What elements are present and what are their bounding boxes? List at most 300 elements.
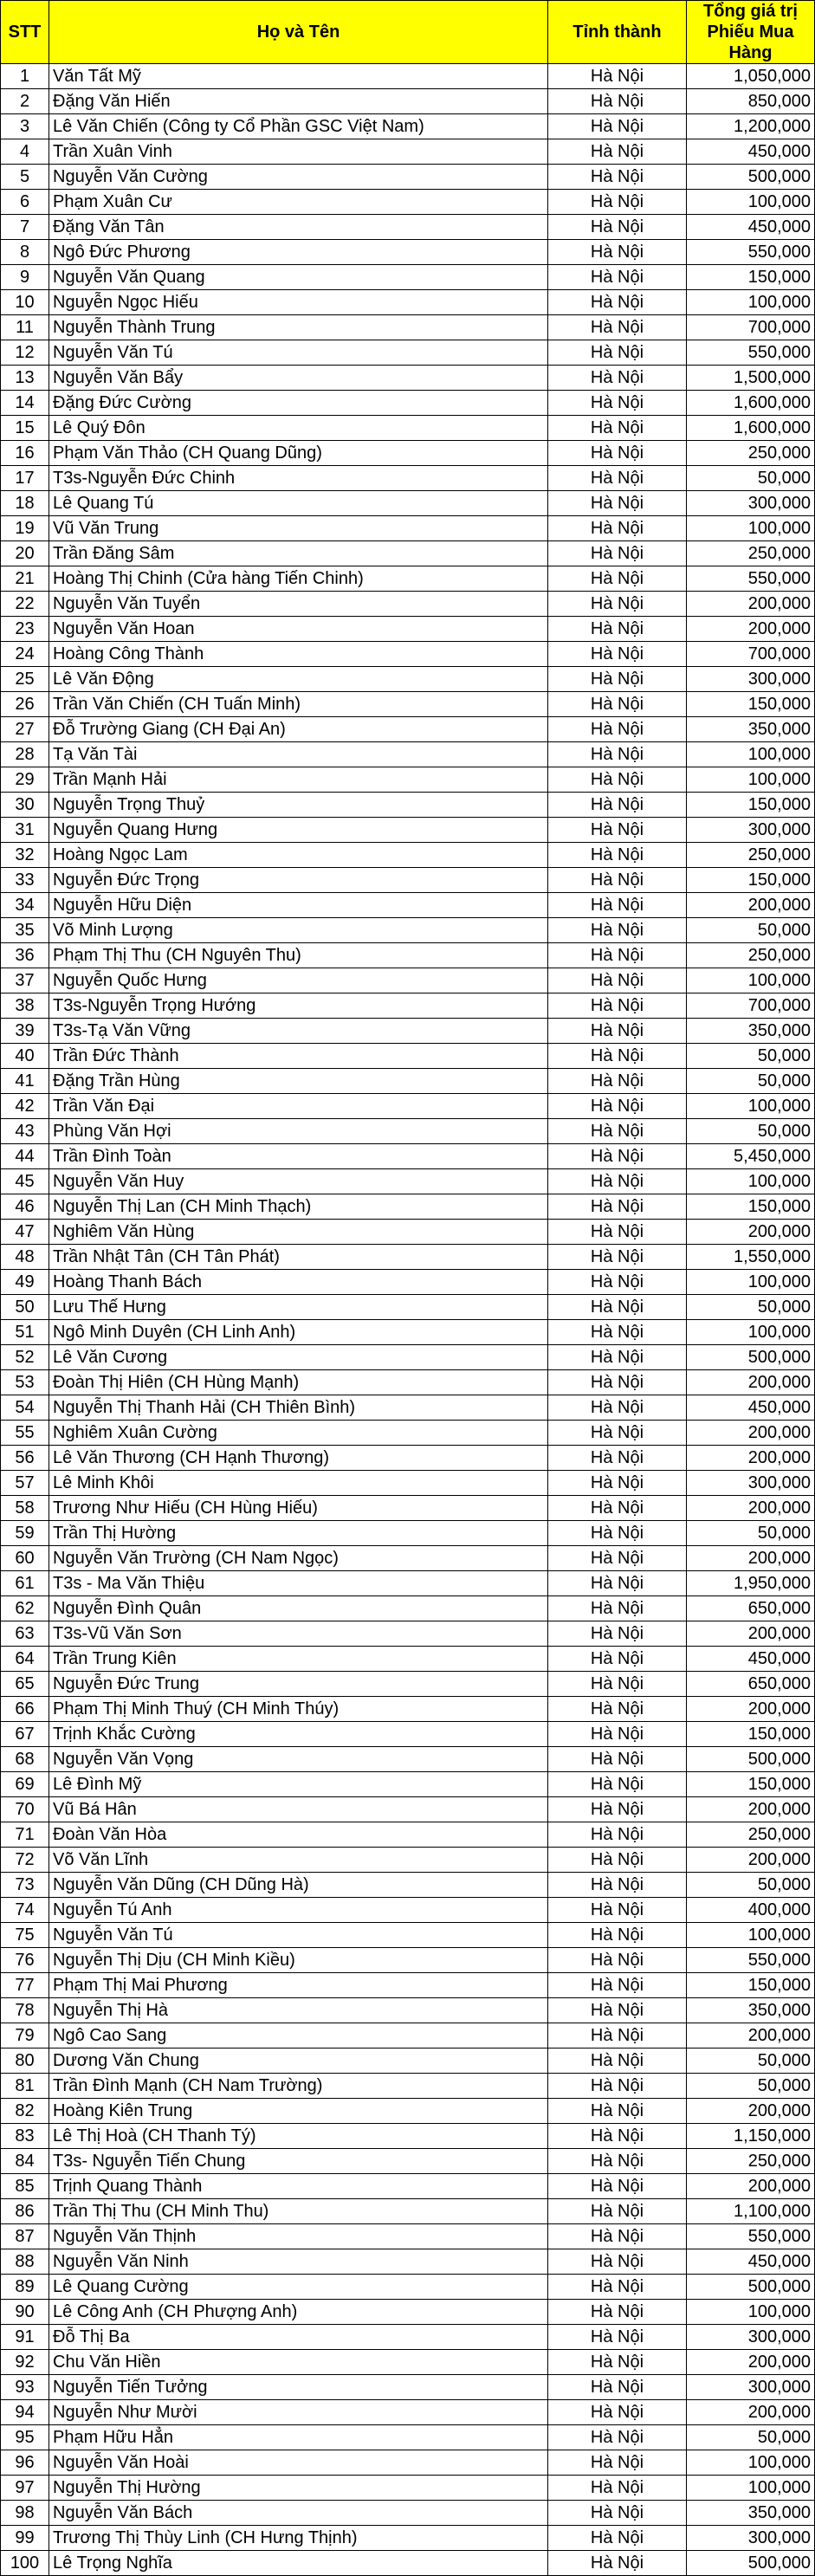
row-province: Hà Nội	[548, 1496, 687, 1521]
table-row	[1, 2526, 815, 2551]
row-voucher-total: 250,000	[687, 843, 815, 868]
table-row	[1, 2450, 815, 2476]
row-name: Nguyễn Đức Trung	[49, 1672, 548, 1697]
row-voucher-total: 700,000	[687, 642, 815, 667]
row-name: Trần Văn Đại	[49, 1094, 548, 1119]
row-stt: 77	[1, 1973, 49, 1998]
row-province: Hà Nội	[548, 1471, 687, 1496]
row-province: Hà Nội	[548, 2249, 687, 2275]
table-row	[1, 1647, 815, 1672]
row-name: Hoàng Công Thành	[49, 642, 548, 667]
row-province: Hà Nội	[548, 165, 687, 190]
row-province: Hà Nội	[548, 2149, 687, 2174]
row-stt: 80	[1, 2049, 49, 2074]
row-stt: 5	[1, 165, 49, 190]
row-name: Lê Thị Hoà (CH Thanh Tý)	[49, 2124, 548, 2149]
row-voucher-total: 100,000	[687, 742, 815, 767]
row-province: Hà Nội	[548, 1295, 687, 1320]
row-province: Hà Nội	[548, 1144, 687, 1169]
table-row	[1, 2425, 815, 2450]
row-stt: 66	[1, 1697, 49, 1722]
row-name: Nguyễn Trọng Thuỷ	[49, 793, 548, 818]
row-name: Lê Văn Chiến (Công ty Cổ Phần GSC Việt Nam)	[49, 114, 548, 139]
row-name: Đặng Văn Tân	[49, 215, 548, 240]
row-name: Lê Đình Mỹ	[49, 1772, 548, 1797]
row-name: Nguyễn Thị Lan (CH Minh Thạch)	[49, 1194, 548, 1220]
table-row	[1, 2325, 815, 2350]
row-name: Trần Xuân Vinh	[49, 139, 548, 165]
row-province: Hà Nội	[548, 315, 687, 340]
row-stt: 95	[1, 2425, 49, 2450]
row-province: Hà Nội	[548, 1772, 687, 1797]
row-voucher-total: 200,000	[687, 1797, 815, 1822]
table-row	[1, 968, 815, 994]
table-row	[1, 2074, 815, 2099]
row-name: Trần Đình Mạnh (CH Nam Trường)	[49, 2074, 548, 2099]
table-body	[1, 64, 815, 2576]
row-province: Hà Nội	[548, 566, 687, 592]
row-name: Nghiêm Văn Hùng	[49, 1220, 548, 1245]
row-stt: 33	[1, 868, 49, 893]
row-province: Hà Nội	[548, 190, 687, 215]
row-province: Hà Nội	[548, 1898, 687, 1923]
row-stt: 98	[1, 2501, 49, 2526]
table-row	[1, 1772, 815, 1797]
table-row	[1, 2551, 815, 2576]
row-voucher-total: 300,000	[687, 1471, 815, 1496]
table-row	[1, 1898, 815, 1923]
row-name: Trịnh Quang Thành	[49, 2174, 548, 2199]
table-row	[1, 2249, 815, 2275]
table-row	[1, 1119, 815, 1144]
row-province: Hà Nội	[548, 2501, 687, 2526]
row-voucher-total: 50,000	[687, 1119, 815, 1144]
row-province: Hà Nội	[548, 1370, 687, 1395]
row-voucher-total: 5,450,000	[687, 1144, 815, 1169]
row-voucher-total: 100,000	[687, 2300, 815, 2325]
row-stt: 19	[1, 516, 49, 541]
table-row	[1, 89, 815, 114]
row-name: Trần Thị Thu (CH Minh Thu)	[49, 2199, 548, 2224]
table-row	[1, 2375, 815, 2400]
row-name: Văn Tất Mỹ	[49, 64, 548, 89]
row-voucher-total: 200,000	[687, 1446, 815, 1471]
row-voucher-total: 350,000	[687, 2501, 815, 2526]
row-stt: 20	[1, 541, 49, 566]
row-province: Hà Nội	[548, 2400, 687, 2425]
table-row	[1, 2400, 815, 2425]
row-voucher-total: 100,000	[687, 190, 815, 215]
row-voucher-total: 350,000	[687, 717, 815, 742]
row-province: Hà Nội	[548, 2425, 687, 2450]
row-voucher-total: 200,000	[687, 2099, 815, 2124]
row-name: Nguyễn Quốc Hưng	[49, 968, 548, 994]
row-name: Phạm Thị Minh Thuý (CH Minh Thúy)	[49, 1697, 548, 1722]
row-voucher-total: 150,000	[687, 265, 815, 290]
row-voucher-total: 150,000	[687, 1772, 815, 1797]
header-row	[1, 1, 815, 64]
table-row	[1, 994, 815, 1019]
row-name: Vũ Văn Trung	[49, 516, 548, 541]
row-stt: 17	[1, 466, 49, 491]
header-stt: STT	[1, 1, 49, 64]
table-row	[1, 1521, 815, 1546]
row-voucher-total: 700,000	[687, 315, 815, 340]
row-stt: 27	[1, 717, 49, 742]
row-name: Nguyễn Hữu Diện	[49, 893, 548, 918]
table-row	[1, 2501, 815, 2526]
table-row	[1, 1019, 815, 1044]
row-name: Võ Văn Lĩnh	[49, 1848, 548, 1873]
row-name: Trịnh Khắc Cường	[49, 1722, 548, 1747]
table-row	[1, 1370, 815, 1395]
row-province: Hà Nội	[548, 2350, 687, 2375]
row-stt: 21	[1, 566, 49, 592]
row-voucher-total: 200,000	[687, 1220, 815, 1245]
row-stt: 56	[1, 1446, 49, 1471]
row-name: Đặng Văn Hiến	[49, 89, 548, 114]
row-voucher-total: 200,000	[687, 2174, 815, 2199]
row-stt: 13	[1, 366, 49, 391]
table-row	[1, 2174, 815, 2199]
row-voucher-total: 200,000	[687, 2400, 815, 2425]
table-row	[1, 1496, 815, 1521]
table-row	[1, 391, 815, 416]
row-province: Hà Nội	[548, 868, 687, 893]
row-province: Hà Nội	[548, 1320, 687, 1345]
row-stt: 41	[1, 1069, 49, 1094]
table-row	[1, 366, 815, 391]
row-stt: 84	[1, 2149, 49, 2174]
row-voucher-total: 1,600,000	[687, 416, 815, 441]
row-stt: 26	[1, 692, 49, 717]
row-name: T3s- Nguyễn Tiến Chung	[49, 2149, 548, 2174]
table-row	[1, 1169, 815, 1194]
row-name: Nguyễn Tiến Tưởng	[49, 2375, 548, 2400]
row-name: Nguyễn Văn Bẩy	[49, 366, 548, 391]
row-province: Hà Nội	[548, 416, 687, 441]
row-province: Hà Nội	[548, 1119, 687, 1144]
table-row	[1, 1421, 815, 1446]
row-name: Nguyễn Thị Dịu (CH Minh Kiều)	[49, 1948, 548, 1973]
row-province: Hà Nội	[548, 1797, 687, 1822]
row-province: Hà Nội	[548, 441, 687, 466]
row-voucher-total: 200,000	[687, 893, 815, 918]
row-voucher-total: 1,100,000	[687, 2199, 815, 2224]
header-voucher-total-line2: Phiếu Mua Hàng	[707, 23, 794, 62]
row-name: Nguyễn Văn Quang	[49, 265, 548, 290]
table-row	[1, 793, 815, 818]
row-name: Lê Văn Cương	[49, 1345, 548, 1370]
row-stt: 18	[1, 491, 49, 516]
row-voucher-total: 300,000	[687, 491, 815, 516]
row-stt: 7	[1, 215, 49, 240]
row-province: Hà Nội	[548, 1998, 687, 2023]
row-name: Đặng Đức Cường	[49, 391, 548, 416]
row-name: T3s - Ma Văn Thiệu	[49, 1571, 548, 1596]
table-row	[1, 165, 815, 190]
table-row	[1, 114, 815, 139]
row-province: Hà Nội	[548, 667, 687, 692]
row-voucher-total: 1,600,000	[687, 391, 815, 416]
row-stt: 52	[1, 1345, 49, 1370]
row-stt: 38	[1, 994, 49, 1019]
table-row	[1, 1596, 815, 1621]
row-voucher-total: 250,000	[687, 943, 815, 968]
row-name: Trần Thị Hường	[49, 1521, 548, 1546]
row-name: Lê Quý Đôn	[49, 416, 548, 441]
row-province: Hà Nội	[548, 2275, 687, 2300]
row-voucher-total: 850,000	[687, 89, 815, 114]
row-stt: 61	[1, 1571, 49, 1596]
row-province: Hà Nội	[548, 1822, 687, 1848]
row-voucher-total: 200,000	[687, 1370, 815, 1395]
row-voucher-total: 100,000	[687, 1094, 815, 1119]
row-stt: 88	[1, 2249, 49, 2275]
row-voucher-total: 50,000	[687, 1521, 815, 1546]
row-voucher-total: 700,000	[687, 994, 815, 1019]
header-voucher-total-line1: Tổng giá trị	[703, 2, 798, 21]
table-row	[1, 441, 815, 466]
table-row	[1, 767, 815, 793]
row-stt: 82	[1, 2099, 49, 2124]
table-row	[1, 2300, 815, 2325]
table-row	[1, 1546, 815, 1571]
row-name: Nguyễn Thị Hà	[49, 1998, 548, 2023]
row-name: Phạm Hữu Hẳn	[49, 2425, 548, 2450]
row-province: Hà Nội	[548, 1647, 687, 1672]
row-province: Hà Nội	[548, 692, 687, 717]
table-row	[1, 2149, 815, 2174]
row-stt: 24	[1, 642, 49, 667]
row-name: T3s-Vũ Văn Sơn	[49, 1621, 548, 1647]
row-stt: 73	[1, 1873, 49, 1898]
row-name: Tạ Văn Tài	[49, 742, 548, 767]
row-voucher-total: 100,000	[687, 290, 815, 315]
row-province: Hà Nội	[548, 366, 687, 391]
row-province: Hà Nội	[548, 2199, 687, 2224]
row-province: Hà Nội	[548, 2476, 687, 2501]
table-row	[1, 717, 815, 742]
row-stt: 16	[1, 441, 49, 466]
table-row	[1, 2023, 815, 2049]
row-name: Nguyễn Văn Tú	[49, 340, 548, 366]
table-row	[1, 2199, 815, 2224]
row-name: Nguyễn Văn Hoài	[49, 2450, 548, 2476]
row-province: Hà Nội	[548, 1345, 687, 1370]
row-voucher-total: 200,000	[687, 1848, 815, 1873]
table-row	[1, 2476, 815, 2501]
row-voucher-total: 550,000	[687, 1948, 815, 1973]
row-name: Dương Văn Chung	[49, 2049, 548, 2074]
row-province: Hà Nội	[548, 491, 687, 516]
row-voucher-total: 1,550,000	[687, 1245, 815, 1270]
row-stt: 46	[1, 1194, 49, 1220]
row-stt: 37	[1, 968, 49, 994]
table-row	[1, 1194, 815, 1220]
row-name: Nguyễn Đức Trọng	[49, 868, 548, 893]
table-row	[1, 1571, 815, 1596]
table-row	[1, 516, 815, 541]
row-voucher-total: 100,000	[687, 968, 815, 994]
row-voucher-total: 200,000	[687, 2023, 815, 2049]
row-voucher-total: 300,000	[687, 2375, 815, 2400]
row-stt: 91	[1, 2325, 49, 2350]
table-row	[1, 893, 815, 918]
row-voucher-total: 100,000	[687, 2476, 815, 2501]
row-province: Hà Nội	[548, 1672, 687, 1697]
row-name: Phùng Văn Hợi	[49, 1119, 548, 1144]
row-stt: 71	[1, 1822, 49, 1848]
row-province: Hà Nội	[548, 1697, 687, 1722]
table-row	[1, 2350, 815, 2375]
row-voucher-total: 200,000	[687, 1546, 815, 1571]
row-name: Chu Văn Hiền	[49, 2350, 548, 2375]
row-province: Hà Nội	[548, 2300, 687, 2325]
row-name: Nguyễn Văn Tú	[49, 1923, 548, 1948]
row-province: Hà Nội	[548, 1873, 687, 1898]
row-name: Nguyễn Văn Tuyển	[49, 592, 548, 617]
row-voucher-total: 100,000	[687, 2450, 815, 2476]
row-name: Nguyễn Thành Trung	[49, 315, 548, 340]
table-row	[1, 1697, 815, 1722]
row-voucher-total: 150,000	[687, 1194, 815, 1220]
row-voucher-total: 250,000	[687, 441, 815, 466]
table-row	[1, 742, 815, 767]
row-name: Vũ Bá Hân	[49, 1797, 548, 1822]
row-name: Nghiêm Xuân Cường	[49, 1421, 548, 1446]
row-province: Hà Nội	[548, 893, 687, 918]
row-stt: 43	[1, 1119, 49, 1144]
row-province: Hà Nội	[548, 1446, 687, 1471]
row-voucher-total: 50,000	[687, 1873, 815, 1898]
row-stt: 34	[1, 893, 49, 918]
row-name: Phạm Thị Mai Phương	[49, 1973, 548, 1998]
row-stt: 96	[1, 2450, 49, 2476]
table-row	[1, 1295, 815, 1320]
row-province: Hà Nội	[548, 2325, 687, 2350]
table-row	[1, 843, 815, 868]
row-voucher-total: 150,000	[687, 1973, 815, 1998]
row-name: Đỗ Thị Ba	[49, 2325, 548, 2350]
row-voucher-total: 1,200,000	[687, 114, 815, 139]
row-stt: 92	[1, 2350, 49, 2375]
row-voucher-total: 50,000	[687, 1044, 815, 1069]
row-stt: 11	[1, 315, 49, 340]
row-province: Hà Nội	[548, 1069, 687, 1094]
row-name: Hoàng Thanh Bách	[49, 1270, 548, 1295]
row-stt: 69	[1, 1772, 49, 1797]
row-stt: 42	[1, 1094, 49, 1119]
row-voucher-total: 100,000	[687, 1320, 815, 1345]
row-stt: 83	[1, 2124, 49, 2149]
row-province: Hà Nội	[548, 2224, 687, 2249]
row-voucher-total: 200,000	[687, 592, 815, 617]
table-row	[1, 1848, 815, 1873]
row-province: Hà Nội	[548, 1094, 687, 1119]
row-province: Hà Nội	[548, 2023, 687, 2049]
table-row	[1, 139, 815, 165]
row-voucher-total: 550,000	[687, 566, 815, 592]
row-voucher-total: 1,500,000	[687, 366, 815, 391]
table-row	[1, 2124, 815, 2149]
row-stt: 23	[1, 617, 49, 642]
row-stt: 47	[1, 1220, 49, 1245]
row-stt: 74	[1, 1898, 49, 1923]
table-row	[1, 943, 815, 968]
row-voucher-total: 400,000	[687, 1898, 815, 1923]
row-voucher-total: 50,000	[687, 918, 815, 943]
table-row	[1, 1797, 815, 1822]
header-name: Họ và Tên	[49, 1, 548, 64]
row-voucher-total: 50,000	[687, 466, 815, 491]
table-row	[1, 466, 815, 491]
table-row	[1, 215, 815, 240]
row-province: Hà Nội	[548, 1395, 687, 1421]
row-voucher-total: 350,000	[687, 1019, 815, 1044]
row-province: Hà Nội	[548, 1848, 687, 1873]
row-name: Lê Minh Khôi	[49, 1471, 548, 1496]
row-stt: 75	[1, 1923, 49, 1948]
row-province: Hà Nội	[548, 742, 687, 767]
row-name: Nguyễn Văn Dũng (CH Dũng Hà)	[49, 1873, 548, 1898]
table-row	[1, 2099, 815, 2124]
row-stt: 65	[1, 1672, 49, 1697]
row-voucher-total: 150,000	[687, 868, 815, 893]
row-province: Hà Nội	[548, 1194, 687, 1220]
table-row	[1, 190, 815, 215]
row-stt: 63	[1, 1621, 49, 1647]
row-stt: 36	[1, 943, 49, 968]
row-voucher-total: 200,000	[687, 1621, 815, 1647]
row-name: Trương Thị Thùy Linh (CH Hưng Thịnh)	[49, 2526, 548, 2551]
row-voucher-total: 100,000	[687, 1923, 815, 1948]
row-stt: 8	[1, 240, 49, 265]
row-stt: 40	[1, 1044, 49, 1069]
row-province: Hà Nội	[548, 2174, 687, 2199]
row-voucher-total: 500,000	[687, 1747, 815, 1772]
row-stt: 53	[1, 1370, 49, 1395]
row-voucher-total: 150,000	[687, 1722, 815, 1747]
row-stt: 68	[1, 1747, 49, 1772]
row-province: Hà Nội	[548, 2526, 687, 2551]
row-province: Hà Nội	[548, 793, 687, 818]
row-voucher-total: 550,000	[687, 240, 815, 265]
row-voucher-total: 50,000	[687, 1295, 815, 1320]
row-stt: 87	[1, 2224, 49, 2249]
row-province: Hà Nội	[548, 767, 687, 793]
table-row	[1, 1446, 815, 1471]
row-name: Phạm Xuân Cư	[49, 190, 548, 215]
row-voucher-total: 1,950,000	[687, 1571, 815, 1596]
row-voucher-total: 150,000	[687, 793, 815, 818]
row-stt: 12	[1, 340, 49, 366]
row-name: Đoàn Thị Hiên (CH Hùng Mạnh)	[49, 1370, 548, 1395]
table-row	[1, 1948, 815, 1973]
row-province: Hà Nội	[548, 818, 687, 843]
table-row	[1, 1320, 815, 1345]
row-stt: 6	[1, 190, 49, 215]
row-name: Hoàng Ngọc Lam	[49, 843, 548, 868]
row-voucher-total: 450,000	[687, 139, 815, 165]
table-row	[1, 1395, 815, 1421]
row-province: Hà Nội	[548, 617, 687, 642]
row-stt: 15	[1, 416, 49, 441]
row-name: Lê Quang Tú	[49, 491, 548, 516]
table-row	[1, 340, 815, 366]
row-name: Lê Quang Cường	[49, 2275, 548, 2300]
row-voucher-total: 300,000	[687, 667, 815, 692]
